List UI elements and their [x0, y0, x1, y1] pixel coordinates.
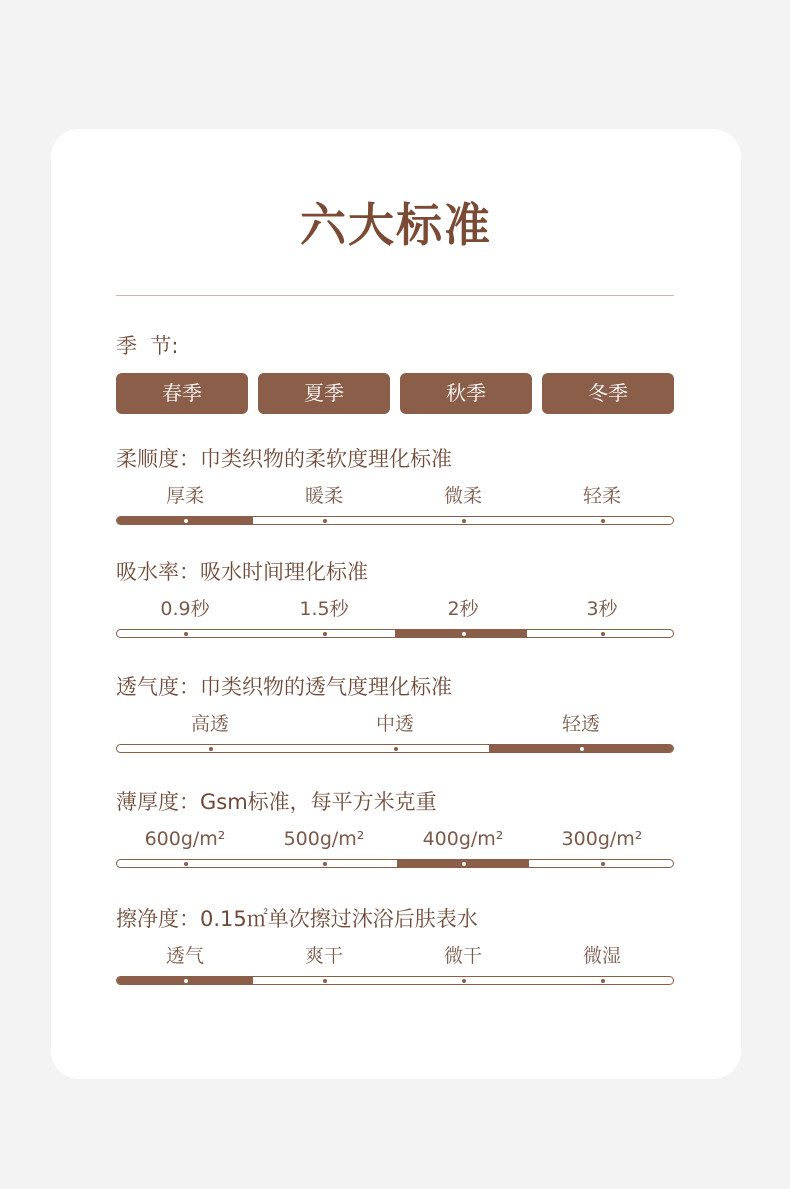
level-track[interactable]: [116, 859, 674, 868]
level-dot[interactable]: [184, 979, 188, 983]
option-label[interactable]: 厚柔: [165, 485, 205, 507]
level-track[interactable]: [116, 976, 674, 985]
section-breathability: [116, 673, 674, 783]
level-dot[interactable]: [184, 519, 188, 523]
option-label[interactable]: 300g/m²: [561, 828, 643, 850]
season-selector: [116, 373, 674, 414]
level-dot[interactable]: [580, 747, 584, 751]
option-label[interactable]: 400g/m²: [422, 828, 504, 850]
level-track[interactable]: [116, 744, 674, 753]
option-label[interactable]: 微干: [443, 945, 483, 967]
section-title: 吸水率：吸水时间理化标准: [116, 560, 368, 584]
section-softness: [116, 445, 674, 555]
season-button-spring[interactable]: 春季: [116, 373, 248, 414]
option-label[interactable]: 微湿: [582, 945, 622, 967]
title-divider: [116, 295, 674, 296]
level-dot[interactable]: [601, 632, 605, 636]
level-dot[interactable]: [462, 979, 466, 983]
option-label[interactable]: 透气: [165, 945, 205, 967]
season-button-autumn[interactable]: 秋季: [400, 373, 532, 414]
option-label[interactable]: 500g/m²: [283, 828, 365, 850]
section-title: 擦净度：0.15㎡单次擦过沐浴后肤表水: [116, 907, 478, 931]
option-label[interactable]: 1.5秒: [299, 598, 349, 620]
option-label[interactable]: 2秒: [447, 598, 479, 620]
section-absorbency: [116, 558, 674, 668]
option-label[interactable]: 轻透: [561, 713, 601, 735]
season-button-summer[interactable]: 夏季: [258, 373, 390, 414]
level-track[interactable]: [116, 516, 674, 525]
level-track[interactable]: [116, 629, 674, 638]
level-dot[interactable]: [209, 747, 213, 751]
option-label[interactable]: 爽干: [304, 945, 344, 967]
level-dot[interactable]: [462, 862, 466, 866]
level-dot[interactable]: [323, 632, 327, 636]
standards-card: [51, 129, 741, 1079]
level-dot[interactable]: [323, 979, 327, 983]
section-thickness: [116, 788, 674, 898]
level-dot[interactable]: [601, 862, 605, 866]
section-wipe-dryness: [116, 905, 674, 1015]
page-title: 六大标准: [300, 198, 492, 252]
section-title: 透气度：巾类织物的透气度理化标准: [116, 675, 452, 699]
season-button-winter[interactable]: 冬季: [542, 373, 674, 414]
level-dot[interactable]: [394, 747, 398, 751]
option-label[interactable]: 3秒: [586, 598, 618, 620]
option-label[interactable]: 暖柔: [304, 485, 344, 507]
level-dot[interactable]: [601, 519, 605, 523]
level-dot[interactable]: [462, 519, 466, 523]
level-dot[interactable]: [323, 862, 327, 866]
level-dot[interactable]: [462, 632, 466, 636]
level-fill: [395, 630, 527, 637]
level-dot[interactable]: [184, 632, 188, 636]
level-dot[interactable]: [184, 862, 188, 866]
section-title: 薄厚度：Gsm标准，每平方米克重: [116, 790, 437, 814]
level-dot[interactable]: [601, 979, 605, 983]
level-dot[interactable]: [323, 519, 327, 523]
option-label[interactable]: 中透: [375, 713, 415, 735]
option-label[interactable]: 轻柔: [582, 485, 622, 507]
season-label: 季 节:: [116, 334, 179, 358]
option-label[interactable]: 高透: [190, 713, 230, 735]
option-label[interactable]: 微柔: [443, 485, 483, 507]
option-label[interactable]: 600g/m²: [144, 828, 226, 850]
section-title: 柔顺度：巾类织物的柔软度理化标准: [116, 447, 452, 471]
option-label[interactable]: 0.9秒: [160, 598, 210, 620]
